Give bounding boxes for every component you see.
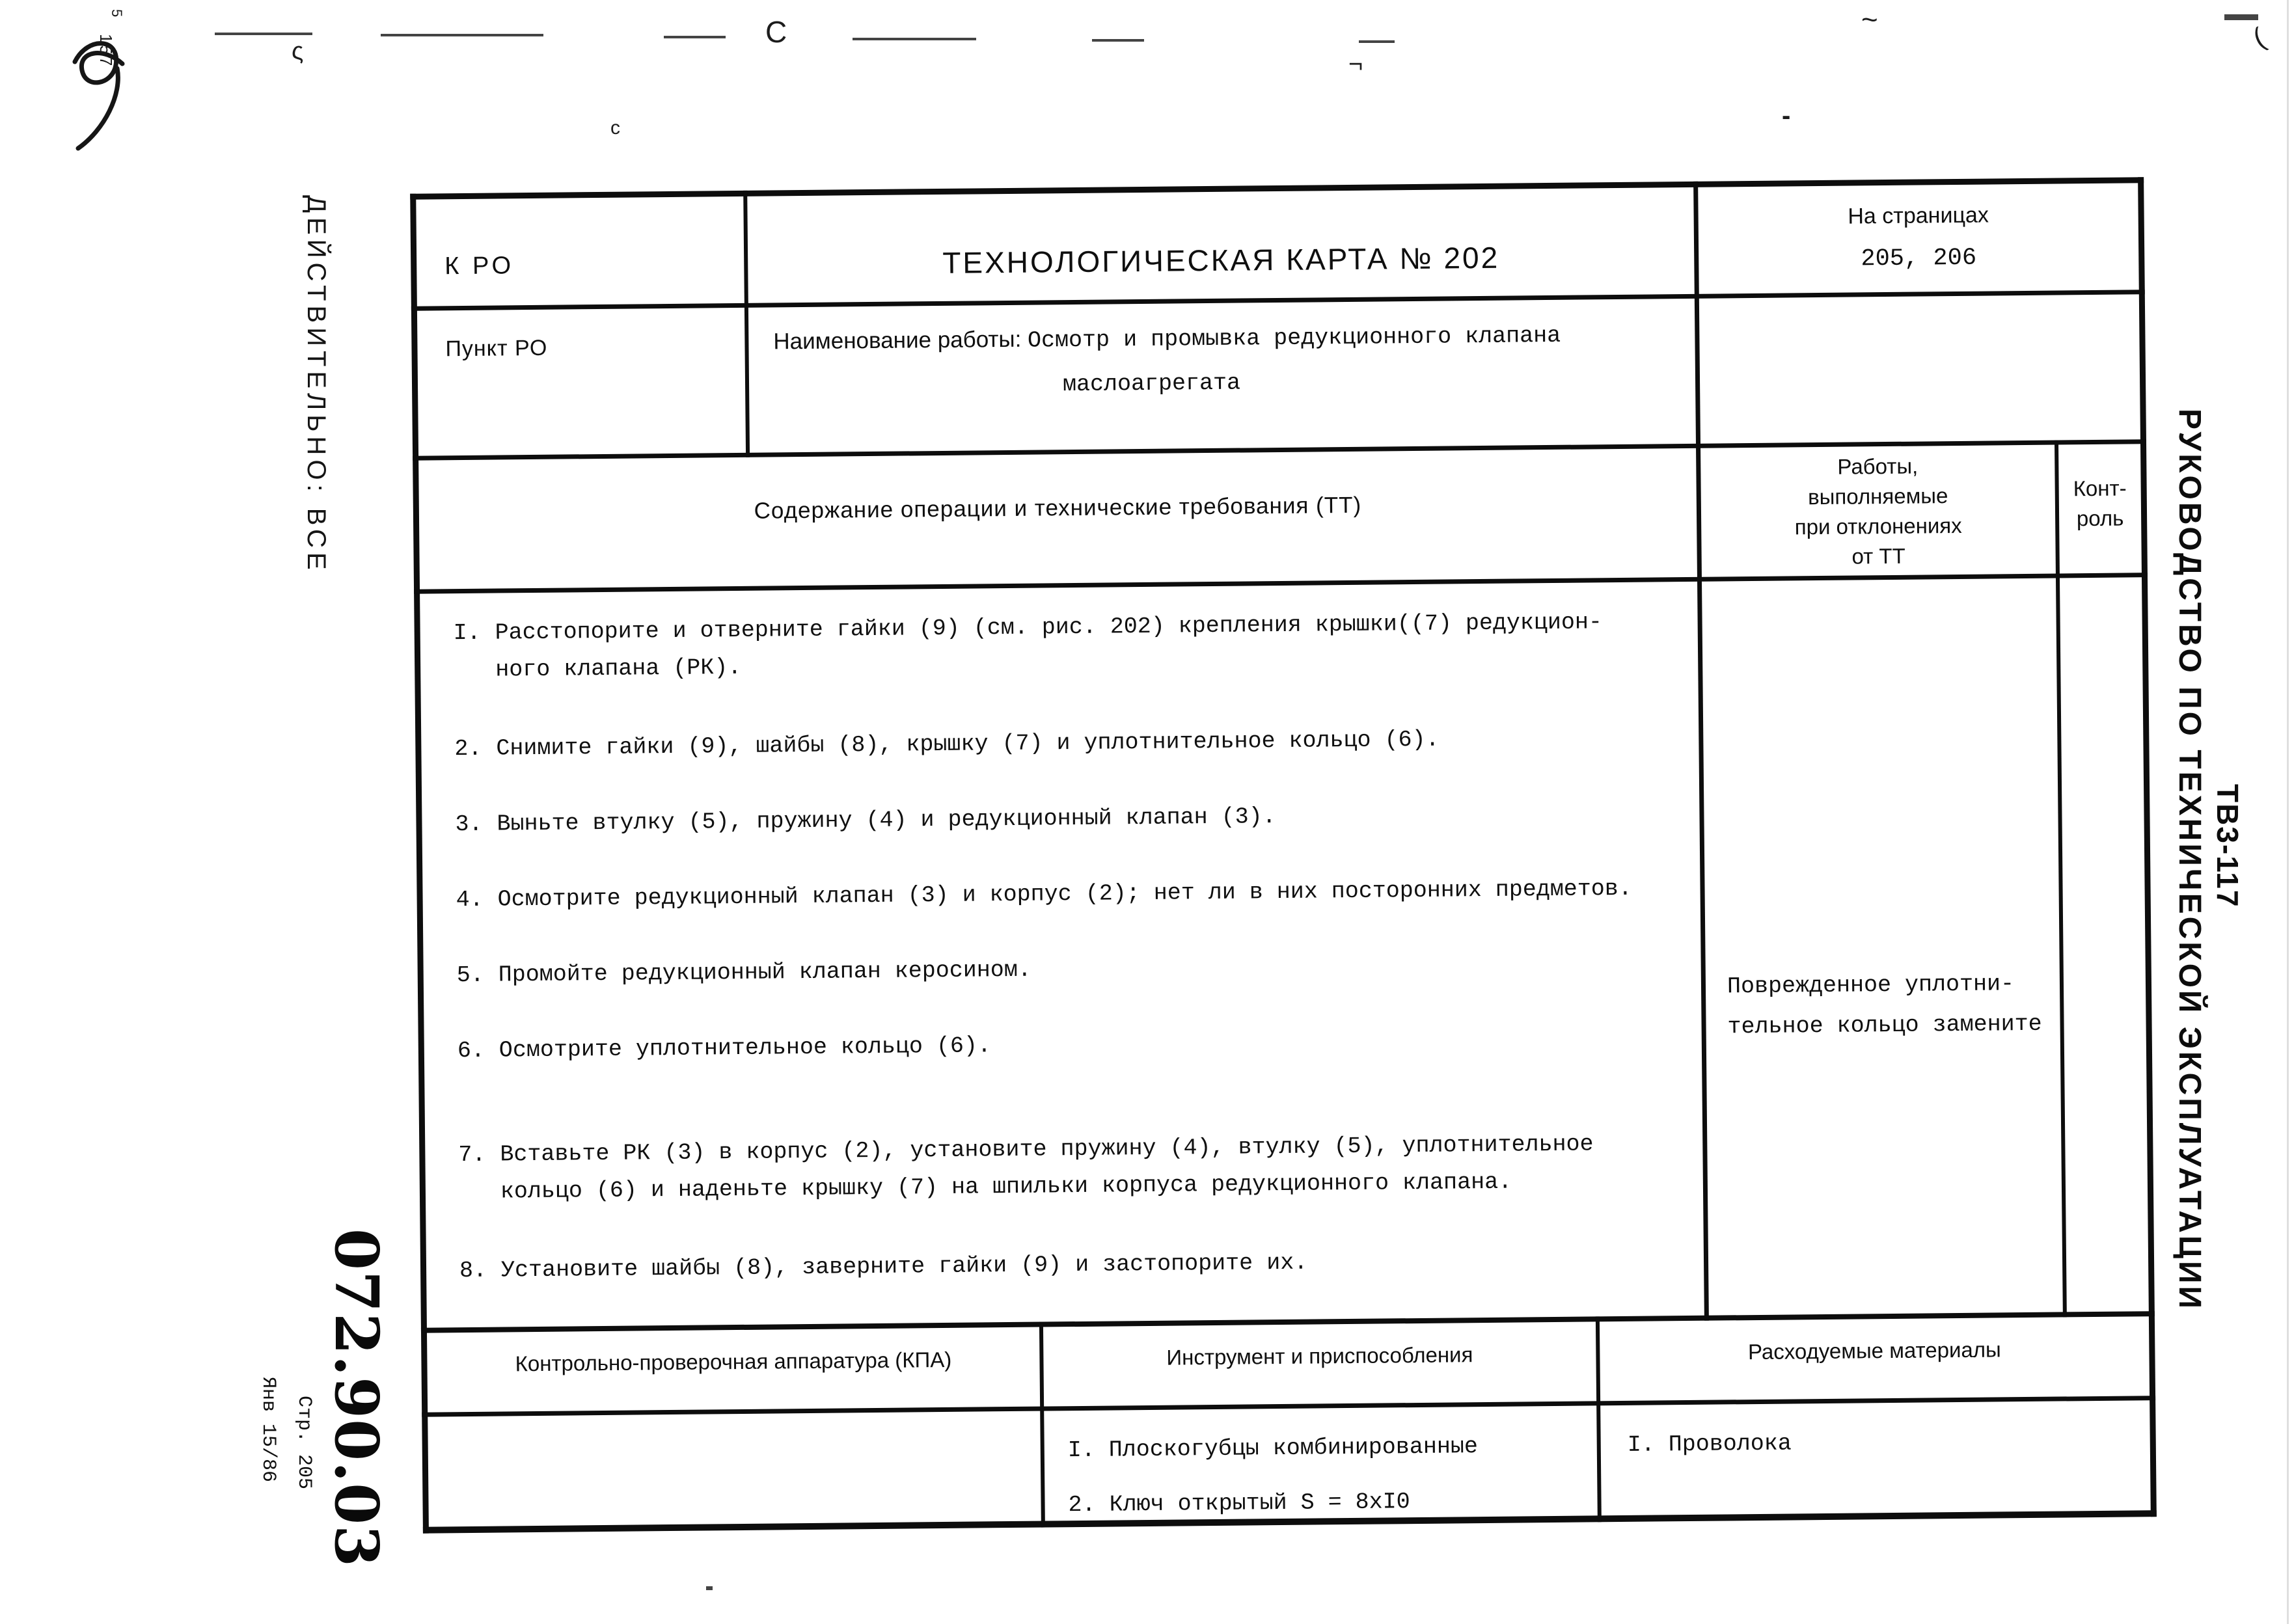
scan-artifact-digit: 5 <box>109 9 125 18</box>
operation-item: 2. Снимите гайки (9), шайбы (8), крышку (7) и уплотнительное кольцо (6). <box>454 726 1440 763</box>
operation-item: 5. Промойте редукционный клапан керосином. <box>456 956 1032 989</box>
rule-under-title-row <box>411 290 2145 311</box>
work-name-line2: маслоагрегата <box>1062 370 1241 398</box>
rule-under-footer-headers <box>422 1396 2155 1417</box>
to-ro-label: К РО <box>444 252 515 280</box>
deviations-column-header: Работы, выполняемые при отклонениях от ТТ <box>1794 453 1962 569</box>
document-number: 072.90.03 <box>321 1228 392 1568</box>
deviation-note: Поврежденное уплотни- тельное кольцо замените <box>1727 971 2042 1040</box>
divider-main-right <box>1693 182 1709 1321</box>
work-name-line1 <box>773 321 1561 357</box>
control-column-header: Конт- роль <box>2073 476 2127 531</box>
tools-list: I. Плоскогубцы комбинированные 2. Ключ открытый S = 8хI0 <box>1067 1433 1479 1519</box>
scan-artifact-tick: - <box>1782 102 1791 130</box>
manual-title-vertical: РУКОВОДСТВО ПО ТЕХНИЧЕСКОЙ ЭКСПЛУАТАЦИИ <box>2172 409 2207 1311</box>
operation-item: 3. Выньте втулку (5), пружину (4) и редукционный клапан (3). <box>455 804 1276 838</box>
operation-item: 4. Осмотрите редукционный клапан (3) и корпус (2); нет ли в них посторонних предметов. <box>456 875 1633 914</box>
card-title: ТЕХНОЛОГИЧЕСКАЯ КАРТА № 202 <box>942 240 1500 280</box>
scan-artifact-curve: C <box>765 15 787 49</box>
materials-list: I. Проволока <box>1627 1430 1792 1458</box>
scan-artifact-paren: ( <box>2248 21 2270 53</box>
kpa-header: Контрольно-проверочная аппаратура (КПА) <box>515 1347 952 1376</box>
date-ref: Янв 15/86 <box>257 1377 279 1483</box>
scan-artifact-angle: ¬ <box>1348 51 1363 78</box>
tools-header: Инструмент и приспособления <box>1166 1342 1473 1370</box>
operation-item: 6. Осмотрите уплотнительное кольцо (6). <box>457 1033 992 1064</box>
operations-column-header: Содержание операции и технические требования (ТТ) <box>754 492 1362 524</box>
rule-above-footer <box>421 1311 2155 1333</box>
operation-item: I. Расстопорите и отверните гайки (9) (см. рис. 202) крепления крышки((7) редукцион- ного клапана (РК). <box>453 609 1603 683</box>
divider-control-col <box>2055 440 2067 1317</box>
scan-artifact-digits: 157 <box>96 34 116 68</box>
validity-stamp: ДЕЙСТВИТЕЛЬНО: ВСЕ <box>302 195 331 575</box>
engine-model-vertical: ТВ3-117 <box>2211 784 2245 908</box>
rule-under-column-headers <box>414 573 2148 594</box>
divider-kro-title <box>743 191 750 457</box>
work-name-label: Наименование работы: <box>773 326 1022 355</box>
work-name-value: Осмотр и промывка редукционного клапана <box>1027 322 1561 354</box>
on-pages-label: На страницах <box>1848 202 1989 229</box>
scan-artifact-tilde: ~ <box>1861 4 1878 36</box>
operation-item: 8. Установите шайбы (8), заверните гайки (9) и застопорите их. <box>459 1249 1308 1284</box>
scan-artifact-curl: ς <box>292 38 304 65</box>
table-border-top <box>410 177 2144 200</box>
scan-artifact-curve-small: c <box>610 117 620 139</box>
on-pages-value: 205, 206 <box>1861 244 1977 273</box>
page-ref: Стр. 205 <box>293 1396 315 1490</box>
materials-header: Расходуемые материалы <box>1747 1337 2001 1364</box>
operation-item: 7. Вставьте РК (3) в корпус (2), установите пружину (4), втулку (5), уплотнительное кольцо (6) и наденьте крышку (7) на шпильки корпуса редукционного клапана. <box>458 1131 1594 1205</box>
punkt-ro-label: Пункт РО <box>445 335 548 362</box>
operations-list <box>453 603 1689 1290</box>
